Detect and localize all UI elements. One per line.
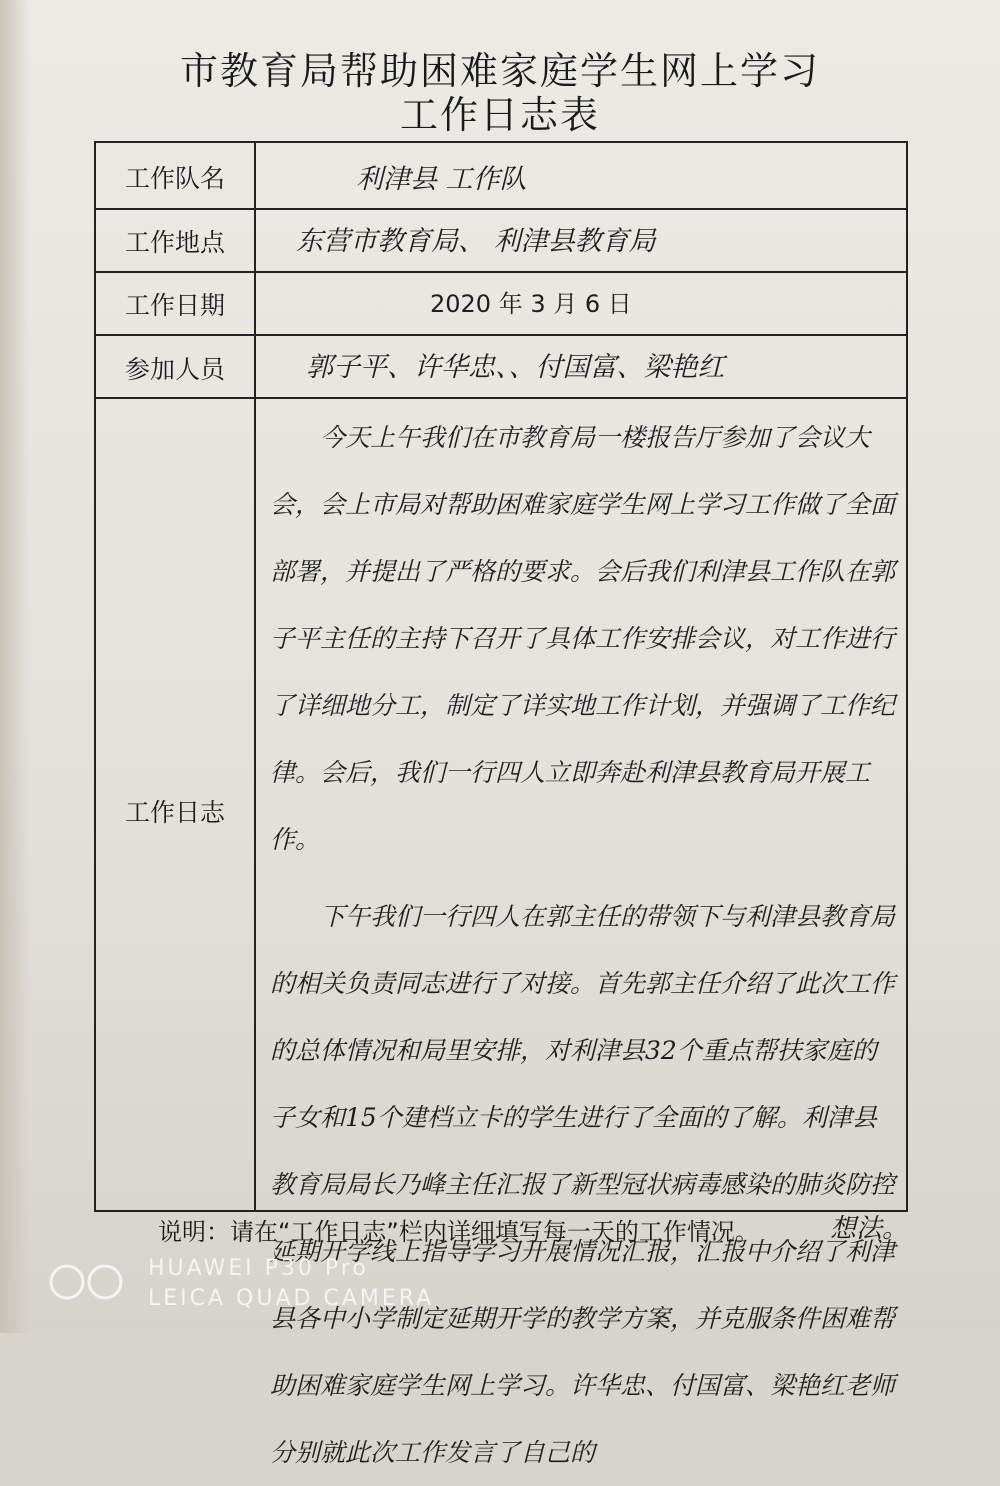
row-divider <box>96 334 906 336</box>
location-label: 工作地点 <box>124 228 225 257</box>
page-edge-shadow <box>0 0 30 1333</box>
page-subtitle: 工作日志表 <box>399 93 600 137</box>
log-label: 工作日志 <box>124 798 225 827</box>
camera-logo-icon <box>48 1262 126 1302</box>
instruction-note: 说明：请在“工作日志”栏内详细填写每一天的工作情况。 <box>158 1218 759 1246</box>
log-paragraph-morning: 今天上午我们在市教育局一楼报告厅参加了会议大会，会上市局对帮助困难家庭学生网上学习工作做了全面部署，并提出了严格的要求。会后我们利津县工作队在郭子平主任的主持下召开了具体工作安排会议，对工作进行了详细地分工，制定了详实地工作计划，并强调了工作纪律。会后，我们一行四人立即奔赴利津县教育局开展工作。 <box>270 423 896 854</box>
location-value: 东营市教育局、 利津县教育局 <box>296 226 656 257</box>
team-value: 利津县 工作队 <box>356 164 527 195</box>
work-log-entry <box>270 404 900 1486</box>
participants-label: 参加人员 <box>124 355 225 384</box>
row-divider <box>96 397 906 399</box>
watermark-model: HUAWEI P30 Pro <box>148 1256 369 1281</box>
column-divider <box>254 143 256 1210</box>
team-label: 工作队名 <box>124 164 225 193</box>
log-paragraph-afternoon: 下午我们一行四人在郭主任的带领下与利津县教育局的相关负责同志进行了对接。首先郭主任介绍了此次工作的总体情况和局里安排，对利津县32个重点帮扶家庭的子女和15个建档立卡的学生进行了全面的了解。利津县教育局局长乃峰主任汇报了新型冠状病毒感染的肺炎防控延期开学线上指导学习开展情况汇报，汇报中介绍了利津县各中小学制定延期开学的教学方案，并克服条件困难帮助困难家庭学生网上学习。许华忠、付国富、梁艳红老师分别就此次工作发言了自己的 <box>270 902 896 1467</box>
date-label: 工作日期 <box>124 291 225 320</box>
note-handwritten-continuation: 想法。 <box>830 1214 909 1244</box>
participants-value: 郭子平、许华忠、、付国富、梁艳红 <box>306 352 725 383</box>
row-divider <box>96 208 906 210</box>
date-value: 2020 年 3 月 6 日 <box>430 290 632 318</box>
row-divider <box>96 271 906 273</box>
watermark-camera: LEICA QUAD CAMERA <box>148 1286 435 1311</box>
page-title: 市教育局帮助困难家庭学生网上学习 <box>179 49 820 93</box>
